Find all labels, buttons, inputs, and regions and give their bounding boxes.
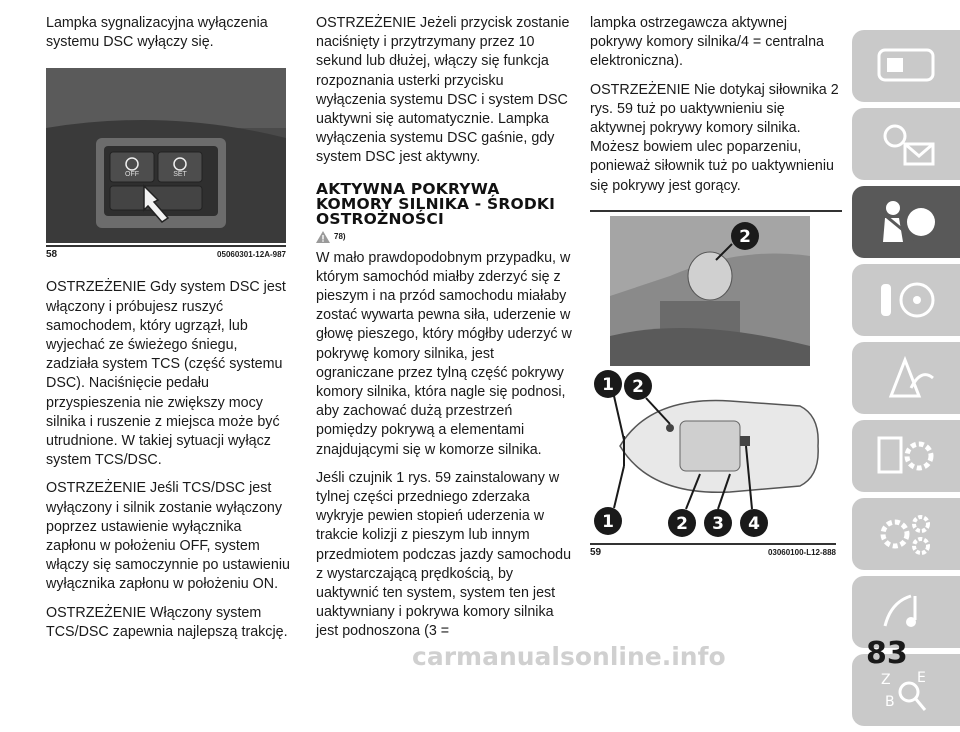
figure-number: 58 (46, 249, 58, 261)
maintenance-icon (871, 426, 941, 486)
paragraph: lampka ostrzegawcza aktywnej pokrywy komory silnika/4 = centralna elektroniczna). (590, 15, 825, 70)
column-1 (46, 14, 290, 651)
callout-3: 3 (712, 513, 724, 534)
figure-59 (590, 216, 836, 541)
paragraph: OSTRZEŻENIE Jeśli TCS/DSC jest wyłączony i silnik zostanie wyłączony poprzez ustawienie wyłącznika zapłonu w położeniu OFF, system włączy się samoczynnie po ustawieniu wyłącznika zapłonu w położeniu ON. (46, 480, 290, 593)
paragraph: Lampka sygnalizacyjna wyłączenia systemu DSC wyłączy się. (46, 15, 268, 51)
emergency-icon (871, 348, 941, 408)
svg-text:B: B (885, 694, 895, 710)
starting-driving-icon (871, 270, 941, 330)
tab-safety[interactable] (852, 186, 960, 258)
dsc-switch-photo (46, 68, 286, 243)
figure-number: 59 (590, 546, 602, 558)
figure-58 (46, 68, 286, 243)
callout-4: 4 (748, 513, 760, 534)
paragraph: OSTRZEŻENIE Włączony system TCS/DSC zapewnia najlepszą trakcję. (46, 604, 288, 640)
callout-1: 1 (602, 374, 614, 395)
callout-1: 1 (602, 511, 614, 532)
tab-emergency[interactable] (852, 342, 960, 414)
callout-2: 2 (739, 226, 751, 247)
tab-warning-lights[interactable] (852, 108, 960, 180)
column-3 (590, 14, 842, 558)
svg-text:E: E (917, 670, 926, 686)
tab-technical-data[interactable] (852, 498, 960, 570)
chapter-tabs (852, 30, 960, 732)
paragraph: Jeśli czujnik 1 rys. 59 zainstalowany w tylnej części przedniego zderzaka wykryje pewien stopień uderzenia w trakcie kolizji z pieszym lub innym przedmiotem podczas jazdy samochodu z wystarczającą prędkością, by uaktywnić ten system, system ten jest uaktywniany i pokrywa komory silnika jest podnoszona (3 = (316, 469, 572, 640)
set-label: SET (173, 171, 187, 179)
column-2 (316, 14, 572, 651)
warning-lights-icon (871, 114, 941, 174)
dashboard-icon (871, 36, 941, 96)
multimedia-icon (871, 582, 941, 642)
paragraph: W mało prawdopodobnym przypadku, w którym samochód miałby zderzyć się z pieszym i na przód samochodu miałaby zostać wywarta pewna siła, uderzenie w głowę pieszego, który mógłby uderzyć w pokrywę komory silnika, jest ograniczane przez tylną część pokrywy komory silnika, która nagle się podnosi, aby zachować dużą przestrzeń pomiędzy pokrywą a elementami znajdującymi się w komorze silnika. (316, 249, 572, 458)
safety-icon (871, 192, 941, 252)
off-label: OFF (125, 171, 139, 179)
section-heading: AKTYWNA POKRYWA KOMORY SILNIKA - ŚRODKI OSTROŻNOŚCI (316, 179, 556, 228)
technical-data-icon (871, 504, 941, 564)
figure-caption (590, 543, 836, 558)
divider (590, 210, 842, 212)
watermark: carmanualsonline.info (412, 642, 726, 671)
warning-triangle-icon (316, 231, 330, 243)
page-number: 83 (866, 636, 908, 671)
paragraph: OSTRZEŻENIE Jeżeli przycisk zostanie naciśnięty i przytrzymany przez 10 sekund lub dłużej, włączy się funkcja rozpoznania usterki przycisku wyłączenia systemu DSC i system DSC uaktywni się automatycznie. Lampka wyłączenia systemu DSC gaśnie, gdy system DSC jest aktywny. (316, 15, 570, 166)
active-bonnet-diagram (590, 216, 836, 541)
svg-text:Z: Z (881, 672, 891, 688)
callout-2: 2 (676, 513, 688, 534)
tab-maintenance[interactable] (852, 420, 960, 492)
tab-starting-driving[interactable] (852, 264, 960, 336)
figure-caption (46, 245, 286, 260)
callout-2: 2 (632, 376, 644, 397)
figure-code: 05060301-12A-987 (217, 250, 286, 260)
figure-code: 03060100-L12-888 (767, 547, 836, 557)
tab-dashboard[interactable] (852, 30, 960, 102)
paragraph: OSTRZEŻENIE Nie dotykaj siłownika 2 rys. 59 tuż po uaktywnieniu się aktywnej pokrywy komory silnika. Możesz bowiem ulec poparzeniu, ponieważ siłownik tuż po uaktywnieniu się pokrywy jest gorący. (590, 81, 839, 194)
paragraph: OSTRZEŻENIE Gdy system DSC jest włączony i próbujesz ruszyć samochodem, który ugrzązł, lub wyjechać ze świeżego śniegu, zadziała system TCS (część systemu DSC). Naciśnięcie pedału przyspieszenia nie zwiększy mocy silnika i ruszenie z miejsca może być utrudnione. W takiej sytuacji wyłącz system TCS/DSC. (46, 279, 286, 469)
warning-reference: 78) (316, 231, 572, 243)
